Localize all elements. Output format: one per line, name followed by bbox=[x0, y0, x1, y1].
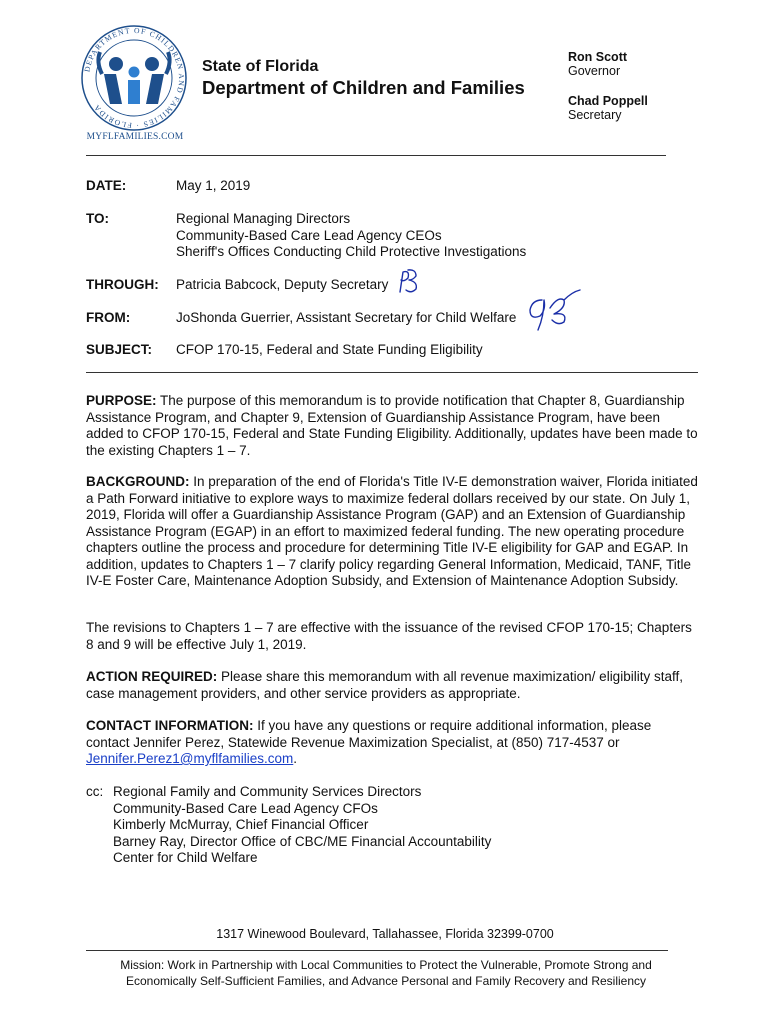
footer-divider bbox=[86, 950, 668, 951]
contact-text: If you have any questions or require additional information, please contact Jennifer Perez, Statewide Revenue Maximization Specialist, at (850) 717-4537 or bbox=[86, 718, 652, 750]
subject-label: SUBJECT: bbox=[86, 342, 153, 357]
through-label: THROUGH: bbox=[86, 277, 159, 292]
contact-paragraph bbox=[86, 718, 698, 768]
action-paragraph bbox=[86, 669, 698, 702]
through-value: Patricia Babcock, Deputy Secretary bbox=[176, 277, 389, 292]
cc-list bbox=[113, 784, 491, 867]
purpose-text: The purpose of this memorandum is to provide notification that Chapter 8, Guardianship Assistance Program, and Chapter 9, Extension of Guardianship Assistance Program, have been added to CFOP 170-15, Federal and State Funding Eligibility. Additionally, updates have been made to the existing Chapters 1 – 7. bbox=[86, 393, 698, 458]
footer-mission: Mission: Work in Partnership with Local Communities to Protect the Vulnerable, Promote Strong and Economically Self-Sufficient Families, and Advance Personal and Family Recovery and Resiliency bbox=[120, 958, 652, 988]
footer-address: 1317 Winewood Boulevard, Tallahassee, Florida 32399-0700 bbox=[216, 927, 554, 941]
purpose-paragraph bbox=[86, 393, 698, 459]
contact-trailing: . bbox=[293, 751, 298, 766]
cc-item: Community-Based Care Lead Agency CFOs bbox=[113, 800, 378, 816]
cc-label: cc: bbox=[86, 784, 104, 799]
to-recipients bbox=[176, 211, 526, 261]
state-name: State of Florida bbox=[202, 58, 319, 75]
to-label: TO: bbox=[86, 211, 109, 226]
cc-item: Center for Child Welfare bbox=[113, 850, 258, 865]
background-paragraph bbox=[86, 474, 698, 590]
cc-item: Regional Family and Community Services Directors bbox=[113, 784, 422, 799]
purpose-heading: PURPOSE: bbox=[86, 393, 157, 408]
secretary-block bbox=[568, 94, 648, 122]
department-name: Department of Children and Families bbox=[202, 77, 525, 98]
to-recipient: Sheriff's Offices Conducting Child Protective Investigations bbox=[176, 244, 527, 259]
background-text: In preparation of the end of Florida's Title IV-E demonstration waiver, Florida initiated a Path Forward initiative to explore ways to maximize federal dollars received by our state. On July 1, 2019, Florida will offer a Guardianship Assistance Program (GAP) and an Extension of Guardianship Assistance Program (EGAP) in an effort to maximized federal funding. The new operating procedure chapters outline the process and procedure for determining Title IV-E eligibility for GAP and EGAP. In addition, updates to Chapters 1 – 7 clarify policy regarding General Information, Medicaid, TANF, Title IV-E Foster Care, Maintenance Adoption Subsidy, and Extension of Maintenance Adoption Subsidy. bbox=[86, 474, 698, 588]
revisions-paragraph bbox=[86, 620, 698, 653]
action-text: Please share this memorandum with all revenue maximization/ eligibility staff, case management providers, and other service providers as appropriate. bbox=[86, 669, 683, 701]
initials-signature-pb bbox=[394, 266, 424, 296]
date-value: May 1, 2019 bbox=[176, 178, 251, 193]
subject-value: CFOP 170-15, Federal and State Funding Eligibility bbox=[176, 342, 483, 357]
cc-item: Kimberly McMurray, Chief Financial Officer bbox=[113, 817, 369, 832]
memo-header-divider bbox=[86, 372, 698, 373]
contact-email-link[interactable]: Jennifer.Perez1@myflfamilies.com bbox=[86, 751, 294, 766]
secretary-title: Secretary bbox=[568, 108, 622, 122]
cc-item: Barney Ray, Director Office of CBC/ME Financial Accountability bbox=[113, 833, 492, 849]
to-recipient: Community-Based Care Lead Agency CEOs bbox=[176, 227, 442, 243]
governor-title: Governor bbox=[568, 64, 621, 78]
secretary-name: Chad Poppell bbox=[568, 94, 648, 108]
from-value: JoShonda Guerrier, Assistant Secretary for Child Welfare bbox=[176, 310, 517, 325]
date-label: DATE: bbox=[86, 178, 127, 193]
governor-name: Ron Scott bbox=[568, 50, 628, 64]
to-recipient: Regional Managing Directors bbox=[176, 211, 351, 226]
dcf-seal-logo bbox=[78, 22, 190, 134]
seal-website: MYFLFAMILIES.COM bbox=[86, 132, 184, 142]
header-divider bbox=[86, 155, 666, 156]
action-heading: ACTION REQUIRED: bbox=[86, 669, 218, 684]
from-label: FROM: bbox=[86, 310, 131, 325]
seal-ring-text: DEPARTMENT OF CHILDREN AND FAMILIES · FLORIDA bbox=[82, 25, 187, 131]
revisions-text: The revisions to Chapters 1 – 7 are effective with the issuance of the revised CFOP 170-15; Chapters 8 and 9 will be effective July 1, 2019. bbox=[86, 620, 692, 652]
background-heading: BACKGROUND: bbox=[86, 474, 190, 489]
contact-heading: CONTACT INFORMATION: bbox=[86, 718, 254, 733]
governor-block bbox=[568, 50, 627, 78]
initials-signature-jg bbox=[524, 286, 582, 334]
